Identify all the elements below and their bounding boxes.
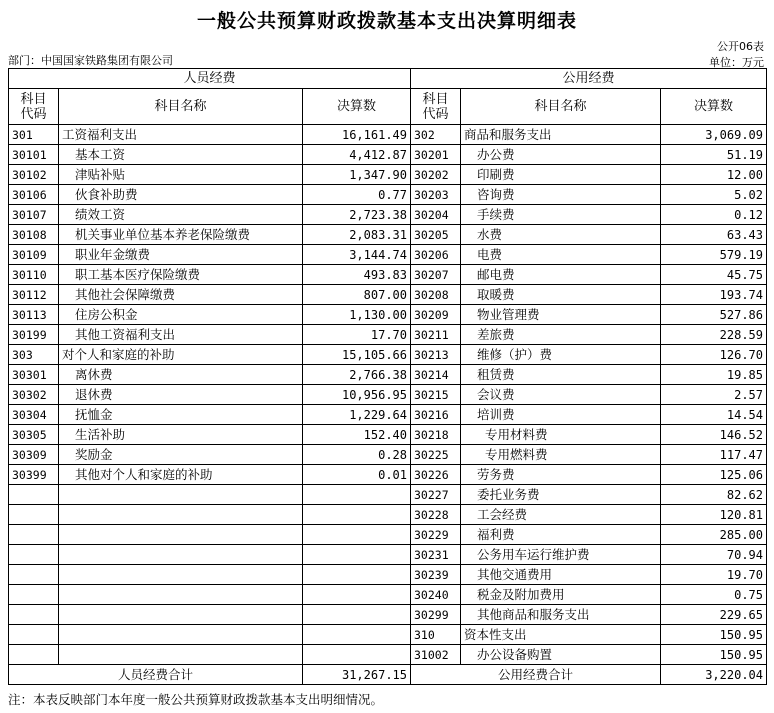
left-amount-cell: 3,144.74: [303, 245, 411, 265]
left-name-cell: [59, 565, 303, 585]
left-name-cell: 津贴补贴: [59, 165, 303, 185]
left-name-cell: 对个人和家庭的补助: [59, 345, 303, 365]
right-code-cell: 30228: [411, 505, 461, 525]
table-row: [9, 385, 767, 405]
left-amount-cell: 1,229.64: [303, 405, 411, 425]
right-name-cell: 劳务费: [461, 465, 661, 485]
department-label: 部门：中国国家铁路集团有限公司: [8, 54, 173, 67]
left-amount-cell: 2,083.31: [303, 225, 411, 245]
right-code-cell: 30205: [411, 225, 461, 245]
right-name-cell: 会议费: [461, 385, 661, 405]
left-name-cell: 住房公积金: [59, 305, 303, 325]
right-name-cell: 资本性支出: [461, 625, 661, 645]
section-personnel: 人员经费: [9, 69, 411, 89]
right-code-cell: 30215: [411, 385, 461, 405]
left-code-cell: [9, 605, 59, 625]
left-name-cell: 职工基本医疗保险缴费: [59, 265, 303, 285]
left-code-cell: 30101: [9, 145, 59, 165]
expenditure-table: [8, 68, 767, 685]
right-name-cell: 其他商品和服务支出: [461, 605, 661, 625]
left-code-cell: [9, 545, 59, 565]
right-code-cell: 30202: [411, 165, 461, 185]
header-code-text: 科目 代码: [20, 91, 47, 122]
right-name-cell: 租赁费: [461, 365, 661, 385]
table-row: [9, 465, 767, 485]
table-row: [9, 125, 767, 145]
table-row: [9, 225, 767, 245]
right-code-cell: 30214: [411, 365, 461, 385]
right-code-cell: 30201: [411, 145, 461, 165]
left-code-cell: 303: [9, 345, 59, 365]
public-total-amount: 3,220.04: [661, 665, 767, 685]
right-amount-cell: 125.06: [661, 465, 767, 485]
header-code: [411, 89, 461, 125]
right-code-cell: 30225: [411, 445, 461, 465]
left-amount-cell: 2,723.38: [303, 205, 411, 225]
table-row: [9, 205, 767, 225]
right-name-cell: 水费: [461, 225, 661, 245]
header-amount: 决算数: [661, 89, 767, 125]
left-code-cell: [9, 525, 59, 545]
left-amount-cell: 17.70: [303, 325, 411, 345]
left-amount-cell: 2,766.38: [303, 365, 411, 385]
left-name-cell: [59, 645, 303, 665]
left-name-cell: 基本工资: [59, 145, 303, 165]
left-name-cell: 其他社会保障缴费: [59, 285, 303, 305]
right-code-cell: 30240: [411, 585, 461, 605]
left-amount-cell: 4,412.87: [303, 145, 411, 165]
left-amount-cell: [303, 525, 411, 545]
table-row: [9, 245, 767, 265]
table-row: [9, 625, 767, 645]
left-code-cell: 30309: [9, 445, 59, 465]
unit-label: 单位：万元: [709, 56, 764, 69]
personnel-total-label: 人员经费合计: [9, 665, 303, 685]
left-amount-cell: 0.01: [303, 465, 411, 485]
table-row: [9, 485, 767, 505]
right-name-cell: 税金及附加费用: [461, 585, 661, 605]
left-amount-cell: 1,130.00: [303, 305, 411, 325]
left-name-cell: 生活补助: [59, 425, 303, 445]
left-amount-cell: [303, 625, 411, 645]
right-name-cell: 差旅费: [461, 325, 661, 345]
header-amount: 决算数: [303, 89, 411, 125]
table-row: [9, 425, 767, 445]
right-amount-cell: 228.59: [661, 325, 767, 345]
right-name-cell: 咨询费: [461, 185, 661, 205]
right-name-cell: 其他交通费用: [461, 565, 661, 585]
left-amount-cell: 16,161.49: [303, 125, 411, 145]
table-row: [9, 505, 767, 525]
right-amount-cell: 5.02: [661, 185, 767, 205]
left-code-cell: 30113: [9, 305, 59, 325]
left-name-cell: 伙食补助费: [59, 185, 303, 205]
right-name-cell: 取暖费: [461, 285, 661, 305]
left-amount-cell: 0.28: [303, 445, 411, 465]
right-code-cell: 30239: [411, 565, 461, 585]
right-name-cell: 印刷费: [461, 165, 661, 185]
right-amount-cell: 117.47: [661, 445, 767, 465]
right-amount-cell: 527.86: [661, 305, 767, 325]
section-public: 公用经费: [411, 69, 767, 89]
right-name-cell: 专用燃料费: [461, 445, 661, 465]
left-name-cell: 抚恤金: [59, 405, 303, 425]
left-code-cell: 30305: [9, 425, 59, 445]
right-amount-cell: 12.00: [661, 165, 767, 185]
left-code-cell: [9, 585, 59, 605]
right-code-cell: 30204: [411, 205, 461, 225]
right-name-cell: 维修（护）费: [461, 345, 661, 365]
right-code-cell: 30206: [411, 245, 461, 265]
right-code-cell: 30218: [411, 425, 461, 445]
right-code-cell: 302: [411, 125, 461, 145]
table-row: [9, 145, 767, 165]
footnote: 注：本表反映部门本年度一般公共预算财政拨款基本支出明细情况。: [8, 692, 384, 707]
right-name-cell: 邮电费: [461, 265, 661, 285]
right-name-cell: 培训费: [461, 405, 661, 425]
right-amount-cell: 285.00: [661, 525, 767, 545]
right-amount-cell: 51.19: [661, 145, 767, 165]
table-row: [9, 525, 767, 545]
left-name-cell: [59, 605, 303, 625]
left-amount-cell: 10,956.95: [303, 385, 411, 405]
right-name-cell: 专用材料费: [461, 425, 661, 445]
left-code-cell: 30112: [9, 285, 59, 305]
form-number: 公开06表: [717, 40, 764, 53]
right-amount-cell: 146.52: [661, 425, 767, 445]
page-title: 一般公共预算财政拨款基本支出决算明细表: [196, 10, 577, 32]
table-row: [9, 185, 767, 205]
table-row: [9, 545, 767, 565]
right-code-cell: 30209: [411, 305, 461, 325]
right-name-cell: 商品和服务支出: [461, 125, 661, 145]
right-code-cell: 30207: [411, 265, 461, 285]
right-code-cell: 310: [411, 625, 461, 645]
right-name-cell: 办公设备购置: [461, 645, 661, 665]
left-code-cell: [9, 485, 59, 505]
right-name-cell: 公务用车运行维护费: [461, 545, 661, 565]
right-amount-cell: 82.62: [661, 485, 767, 505]
left-name-cell: [59, 545, 303, 565]
header-name: 科目名称: [59, 89, 303, 125]
right-amount-cell: 45.75: [661, 265, 767, 285]
right-amount-cell: 19.85: [661, 365, 767, 385]
table-row: [9, 405, 767, 425]
left-amount-cell: 15,105.66: [303, 345, 411, 365]
table-row: [9, 305, 767, 325]
left-code-cell: 30102: [9, 165, 59, 185]
left-code-cell: [9, 645, 59, 665]
left-code-cell: 30107: [9, 205, 59, 225]
header-code: [9, 89, 59, 125]
table-row: [9, 605, 767, 625]
table-row: [9, 585, 767, 605]
right-amount-cell: 193.74: [661, 285, 767, 305]
left-name-cell: 职业年金缴费: [59, 245, 303, 265]
right-amount-cell: 63.43: [661, 225, 767, 245]
left-amount-cell: [303, 585, 411, 605]
left-name-cell: [59, 485, 303, 505]
public-total-label: 公用经费合计: [411, 665, 661, 685]
right-code-cell: 30231: [411, 545, 461, 565]
left-code-cell: 30110: [9, 265, 59, 285]
left-code-cell: 30304: [9, 405, 59, 425]
table-row: [9, 165, 767, 185]
right-amount-cell: 150.95: [661, 625, 767, 645]
right-code-cell: 30216: [411, 405, 461, 425]
header-code-text: 科目 代码: [422, 91, 449, 122]
right-code-cell: 30213: [411, 345, 461, 365]
table-row: [9, 645, 767, 665]
left-code-cell: 301: [9, 125, 59, 145]
left-amount-cell: 0.77: [303, 185, 411, 205]
left-code-cell: 30399: [9, 465, 59, 485]
left-name-cell: 工资福利支出: [59, 125, 303, 145]
left-amount-cell: [303, 605, 411, 625]
left-name-cell: 离休费: [59, 365, 303, 385]
personnel-total-amount: 31,267.15: [303, 665, 411, 685]
left-amount-cell: 807.00: [303, 285, 411, 305]
left-code-cell: [9, 505, 59, 525]
left-amount-cell: 1,347.90: [303, 165, 411, 185]
left-amount-cell: [303, 505, 411, 525]
left-name-cell: 其他对个人和家庭的补助: [59, 465, 303, 485]
left-amount-cell: [303, 565, 411, 585]
right-amount-cell: 0.12: [661, 205, 767, 225]
left-code-cell: 30106: [9, 185, 59, 205]
left-amount-cell: 493.83: [303, 265, 411, 285]
left-amount-cell: [303, 545, 411, 565]
left-amount-cell: [303, 485, 411, 505]
left-code-cell: [9, 625, 59, 645]
right-amount-cell: 126.70: [661, 345, 767, 365]
right-amount-cell: 19.70: [661, 565, 767, 585]
right-name-cell: 物业管理费: [461, 305, 661, 325]
right-amount-cell: 150.95: [661, 645, 767, 665]
left-code-cell: 30301: [9, 365, 59, 385]
left-amount-cell: [303, 645, 411, 665]
right-name-cell: 委托业务费: [461, 485, 661, 505]
table-body: [9, 125, 767, 665]
right-code-cell: 30227: [411, 485, 461, 505]
left-name-cell: 绩效工资: [59, 205, 303, 225]
table-row: [9, 265, 767, 285]
table-row: [9, 285, 767, 305]
right-amount-cell: 579.19: [661, 245, 767, 265]
left-code-cell: 30108: [9, 225, 59, 245]
left-code-cell: 30302: [9, 385, 59, 405]
right-amount-cell: 14.54: [661, 405, 767, 425]
right-code-cell: 30203: [411, 185, 461, 205]
right-name-cell: 办公费: [461, 145, 661, 165]
right-name-cell: 手续费: [461, 205, 661, 225]
right-code-cell: 30229: [411, 525, 461, 545]
left-name-cell: [59, 505, 303, 525]
left-amount-cell: 152.40: [303, 425, 411, 445]
right-code-cell: 30211: [411, 325, 461, 345]
left-name-cell: 其他工资福利支出: [59, 325, 303, 345]
table-row: [9, 345, 767, 365]
right-name-cell: 工会经费: [461, 505, 661, 525]
right-name-cell: 福利费: [461, 525, 661, 545]
left-name-cell: [59, 585, 303, 605]
right-code-cell: 31002: [411, 645, 461, 665]
table-row: [9, 445, 767, 465]
right-code-cell: 30299: [411, 605, 461, 625]
left-code-cell: 30199: [9, 325, 59, 345]
left-code-cell: 30109: [9, 245, 59, 265]
left-name-cell: 机关事业单位基本养老保险缴费: [59, 225, 303, 245]
right-code-cell: 30208: [411, 285, 461, 305]
table-row: [9, 565, 767, 585]
right-amount-cell: 120.81: [661, 505, 767, 525]
header-name: 科目名称: [461, 89, 661, 125]
right-amount-cell: 3,069.09: [661, 125, 767, 145]
right-amount-cell: 229.65: [661, 605, 767, 625]
right-name-cell: 电费: [461, 245, 661, 265]
left-name-cell: 奖励金: [59, 445, 303, 465]
left-name-cell: [59, 625, 303, 645]
left-name-cell: [59, 525, 303, 545]
right-amount-cell: 0.75: [661, 585, 767, 605]
right-amount-cell: 70.94: [661, 545, 767, 565]
right-amount-cell: 2.57: [661, 385, 767, 405]
table-row: [9, 365, 767, 385]
right-code-cell: 30226: [411, 465, 461, 485]
table-row: [9, 325, 767, 345]
left-name-cell: 退休费: [59, 385, 303, 405]
left-code-cell: [9, 565, 59, 585]
